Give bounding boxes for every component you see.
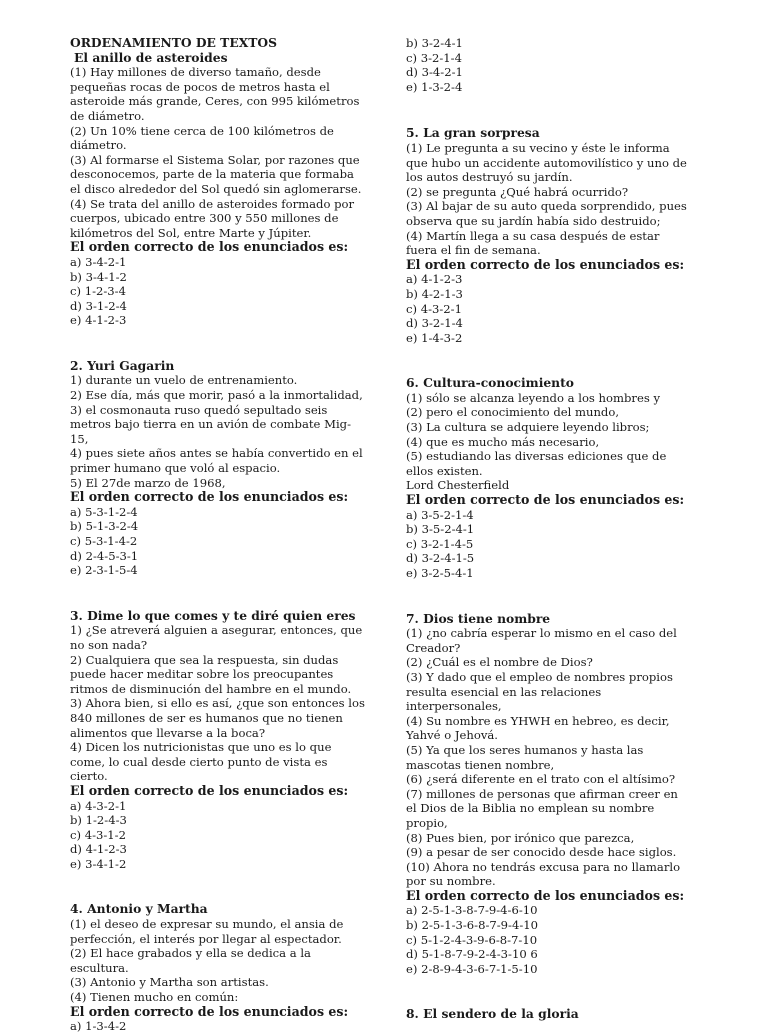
statement: 5) El 27de marzo de 1968, bbox=[70, 475, 226, 490]
section-6 bbox=[406, 376, 690, 580]
answer-option: a) 5-3-1-2-4 bbox=[70, 504, 138, 519]
statement: (4) Se trata del anillo de asteroides formado por cuerpos, ubicado entre 300 y 550 millones de kilómetros del Sol, entre Marte y Júpiter. bbox=[70, 196, 355, 240]
question-line: El orden correcto de los enunciados es: bbox=[406, 256, 685, 272]
answer-option: a) 1-3-4-2 bbox=[70, 1019, 127, 1034]
statement: (1) Le pregunta a su vecino y éste le informa que hubo un accidente automovilístico y uno de los autos destruyó su jardín. bbox=[406, 140, 687, 185]
statement: (3) Al bajar de su auto queda sorprendido, pues observa que su jardín había sido destruido; bbox=[406, 199, 687, 228]
statement: 3) Ahora bien, si ello es así, ¿que son entonces los 840 millones de ser es humanos que no tienen alimentos que llevarse a la boca? bbox=[70, 696, 365, 740]
question-line: El orden correcto de los enunciados es: bbox=[70, 1003, 349, 1019]
statement: (5) estudiando las diversas ediciones que de ellos existen. bbox=[406, 449, 667, 478]
section-8 bbox=[406, 1007, 690, 1022]
answer-option: d) 3-2-4-1-5 bbox=[406, 551, 475, 566]
question-line: El orden correcto de los enunciados es: bbox=[406, 887, 685, 903]
answer-option: e) 2-8-9-4-3-6-7-1-5-10 bbox=[406, 961, 538, 976]
answer-option: e) 1-3-2-4 bbox=[406, 79, 463, 94]
statement: (3) Al formarse el Sistema Solar, por razones que desconocemos, parte de la materia que formaba el disco alrededor del Sol quedó sin aglomerarse. bbox=[70, 152, 362, 196]
answer-option: d) 3-2-1-4 bbox=[406, 316, 463, 331]
statement: (10) Ahora no tendrás excusa para no llamarlo por su nombre. bbox=[406, 859, 681, 889]
quote-author: Lord Chesterfield bbox=[406, 478, 510, 493]
statement: (4) Tienen mucho en común: bbox=[70, 990, 239, 1005]
section-title: 8. El sendero de la gloria bbox=[406, 1006, 579, 1022]
answer-option: d) 4-1-2-3 bbox=[70, 842, 127, 857]
statement: (3) La cultura se adquiere leyendo libros; bbox=[406, 420, 650, 435]
statement: (8) Pues bien, por irónico que parezca, bbox=[406, 830, 635, 845]
statement: 1) durante un vuelo de entrenamiento. bbox=[70, 373, 298, 388]
answer-option: e) 3-4-1-2 bbox=[70, 856, 127, 871]
answer-option: b) 3-5-2-4-1 bbox=[406, 522, 475, 537]
answer-option: e) 1-4-3-2 bbox=[406, 330, 463, 345]
statement: (1) sólo se alcanza leyendo a los hombres y bbox=[406, 390, 661, 405]
statement: 4) Dicen los nutricionistas que uno es lo que come, lo cual desde cierto punto de vista es cierto. bbox=[70, 740, 332, 784]
section-title: 5. La gran sorpresa bbox=[406, 125, 540, 141]
statement: (6) ¿será diferente en el trato con el altísimo? bbox=[406, 772, 676, 787]
answer-option: b) 5-1-3-2-4 bbox=[70, 519, 139, 534]
section-title: 3. Dime lo que comes y te diré quien eres bbox=[70, 607, 356, 623]
answer-option: a) 3-5-2-1-4 bbox=[406, 507, 474, 522]
section-title: 4. Antonio y Martha bbox=[70, 901, 208, 917]
section-title: El anillo de asteroides bbox=[74, 49, 228, 65]
answer-option: a) 4-3-2-1 bbox=[70, 798, 127, 813]
answer-option: e) 4-1-2-3 bbox=[70, 313, 127, 328]
statement: (7) millones de personas que afirman creer en el Dios de la Biblia no emplean su nombre propio, bbox=[406, 786, 678, 830]
answer-option: c) 5-3-1-4-2 bbox=[70, 534, 138, 548]
answer-option: c) 1-2-3-4 bbox=[70, 284, 126, 299]
statement: 4) pues siete años antes se había convertido en el primer humano que voló al espacio. bbox=[70, 446, 363, 476]
statement: (3) Antonio y Martha son artistas. bbox=[70, 975, 269, 990]
answer-option: d) 3-4-2-1 bbox=[406, 65, 463, 80]
answer-option: c) 5-1-2-4-3-9-6-8-7-10 bbox=[406, 932, 538, 947]
section-4-continued bbox=[406, 36, 690, 94]
statement: (1) ¿no cabría esperar lo mismo en el caso del Creador? bbox=[406, 626, 677, 655]
question-line: El orden correcto de los enunciados es: bbox=[70, 239, 349, 255]
question-line: El orden correcto de los enunciados es: bbox=[406, 492, 685, 508]
answer-option: b) 2-5-1-3-6-8-7-9-4-10 bbox=[406, 918, 539, 933]
answer-option: d) 3-1-2-4 bbox=[70, 298, 127, 313]
statement: (1) el deseo de expresar su mundo, el ansia de perfección, el interés por llegar al espectador. bbox=[70, 917, 344, 946]
answer-option: c) 4-3-1-2 bbox=[70, 827, 126, 842]
answer-option: c) 4-3-2-1 bbox=[406, 301, 462, 316]
statement: (2) Un 10% tiene cerca de 100 kilómetros de diámetro. bbox=[70, 123, 334, 153]
answer-option: b) 3-2-4-1 bbox=[406, 36, 463, 50]
section-title: 7. Dios tiene nombre bbox=[406, 610, 551, 626]
answer-option: b) 3-4-1-2 bbox=[70, 269, 127, 284]
section-title: 6. Cultura-conocimiento bbox=[406, 375, 575, 391]
section-3 bbox=[70, 609, 366, 872]
document-title: ORDENAMIENTO DE TEXTOS bbox=[70, 35, 277, 50]
statement: (4) Martín llega a su casa después de estar fuera el fin de semana. bbox=[406, 228, 660, 258]
answer-option: b) 1-2-4-3 bbox=[70, 813, 127, 828]
answer-option: b) 4-2-1-3 bbox=[406, 286, 463, 301]
section-7 bbox=[406, 612, 690, 977]
statement: (2) se pregunta ¿Qué habrá ocurrido? bbox=[406, 184, 629, 199]
right-column bbox=[406, 36, 690, 1022]
question-line: El orden correcto de los enunciados es: bbox=[70, 489, 349, 505]
statement: (1) Hay millones de diverso tamaño, desde pequeñas rocas de pocos de metros hasta el asteroide más grande, Ceres, con 995 kilómetros de diámetro. bbox=[70, 65, 360, 123]
statement: (5) Ya que los seres humanos y hasta las mascotas tienen nombre, bbox=[406, 742, 644, 772]
question-line: El orden correcto de los enunciados es: bbox=[70, 782, 349, 798]
statement: (2) ¿Cuál es el nombre de Dios? bbox=[406, 655, 593, 670]
answer-option: c) 3-2-1-4 bbox=[406, 50, 462, 65]
section-4 bbox=[70, 902, 366, 1033]
left-column bbox=[70, 36, 366, 1034]
section-2 bbox=[70, 359, 366, 578]
statement: (9) a pesar de ser conocido desde hace siglos. bbox=[406, 845, 677, 860]
statement: 1) ¿Se atreverá alguien a asegurar, entonces, que no son nada? bbox=[70, 623, 363, 652]
answer-option: d) 5-1-8-7-9-2-4-3-10 6 bbox=[406, 947, 538, 962]
answer-option: d) 2-4-5-3-1 bbox=[70, 548, 139, 563]
statement: (2) El hace grabados y ella se dedica a la escultura. bbox=[70, 946, 311, 975]
statement: 2) Ese día, más que morir, pasó a la inmortalidad, bbox=[70, 388, 363, 403]
answer-option: a) 4-1-2-3 bbox=[406, 272, 463, 287]
statement: 3) el cosmonauta ruso quedó sepultado seis metros bajo tierra en un avión de combate Mig-15, bbox=[70, 402, 352, 446]
answer-option: a) 2-5-1-3-8-7-9-4-6-10 bbox=[406, 903, 538, 918]
answer-option: c) 3-2-1-4-5 bbox=[406, 536, 474, 551]
statement: 2) Cualquiera que sea la respuesta, sin dudas puede hacer meditar sobre los preocupantes ritmos de disminución del hambre en el mundo. bbox=[70, 652, 352, 696]
statement: (4) que es mucho más necesario, bbox=[406, 434, 600, 449]
section-title: 2. Yuri Gagarin bbox=[70, 357, 175, 373]
answer-option: a) 3-4-2-1 bbox=[70, 254, 127, 269]
answer-option: e) 3-2-5-4-1 bbox=[406, 566, 474, 580]
statement: (4) Su nombre es YHWH en hebreo, es decir, Yahvé o Jehová. bbox=[406, 713, 670, 743]
answer-option: e) 2-3-1-5-4 bbox=[70, 563, 138, 578]
section-5 bbox=[406, 126, 690, 345]
statement: (2) pero el conocimiento del mundo, bbox=[406, 405, 620, 420]
statement: (3) Y dado que el empleo de nombres propios resulta esencial en las relaciones interpersonales, bbox=[406, 669, 673, 714]
section-1 bbox=[70, 51, 366, 328]
